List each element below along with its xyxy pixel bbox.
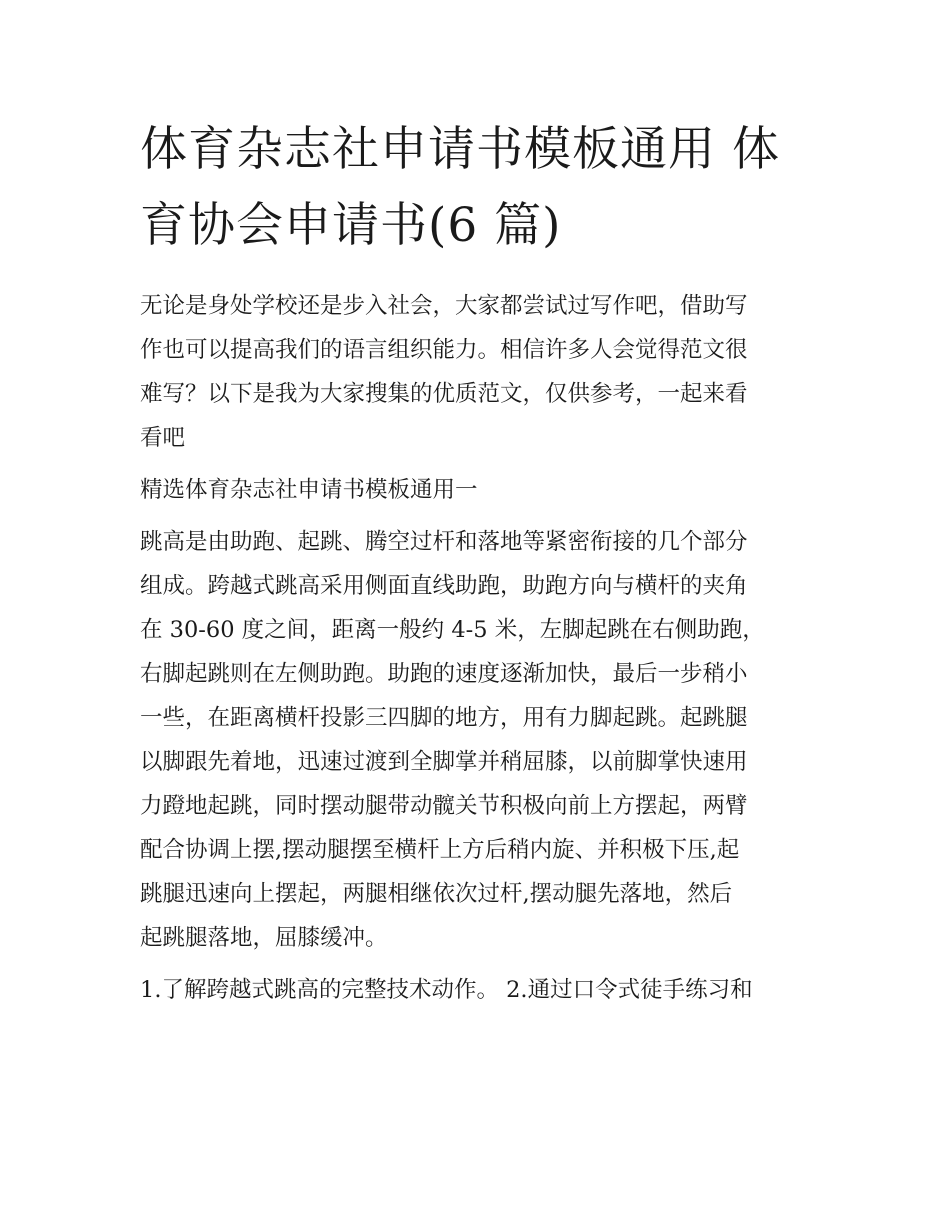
text-line: 跳高是由助跑、起跳、腾空过杆和落地等紧密衔接的几个部分 (140, 529, 748, 555)
text-line: 配合协调上摆,摆动腿摆至横杆上方后稍内旋、并积极下压,起 (140, 837, 740, 863)
text-line: 以脚跟先着地，迅速过渡到全脚掌并稍屈膝，以前脚掌快速用 (140, 749, 748, 775)
text-line: 组成。跨越式跳高采用侧面直线助跑，助跑方向与横杆的夹角 (140, 573, 748, 599)
text-line: 看吧 (140, 425, 186, 451)
list-paragraph (140, 968, 812, 1012)
text-line: 作也可以提高我们的语言组织能力。相信许多人会觉得范文很 (140, 337, 748, 363)
text-line: 一些，在距离横杆投影三四脚的地方，用有力脚起跳。起跳腿 (140, 705, 748, 731)
title-line: 体育杂志社申请书模板通用 体 (140, 122, 780, 177)
document-body (140, 284, 812, 1012)
intro-paragraph (140, 284, 812, 460)
text-line: 跳腿迅速向上摆起，两腿相继依次过杆,摆动腿先落地，然后 (140, 881, 733, 907)
text-line: 1.了解跨越式跳高的完整技术动作。 2.通过口令式徒手练习和 (140, 977, 753, 1003)
text-line: 难写？以下是我为大家搜集的优质范文，仅供参考，一起来看 (140, 381, 748, 407)
body-paragraph (140, 520, 812, 960)
text-line: 精选体育杂志社申请书模板通用一 (140, 477, 478, 503)
document-title (140, 112, 812, 264)
title-line: 育协会申请书(6 篇) (140, 198, 562, 253)
text-line: 在 30-60 度之间，距离一般约 4-5 米，左脚起跳在右侧助跑， (140, 617, 765, 643)
text-line: 力蹬地起跳，同时摆动腿带动髋关节积极向前上方摆起，两臂 (140, 793, 748, 819)
text-line: 右脚起跳则在左侧助跑。助跑的速度逐渐加快，最后一步稍小 (140, 661, 748, 687)
document-page (140, 112, 812, 1020)
text-line: 无论是身处学校还是步入社会，大家都尝试过写作吧，借助写 (140, 293, 748, 319)
text-line: 起跳腿落地，屈膝缓冲。 (140, 925, 388, 951)
section-heading (140, 468, 812, 512)
